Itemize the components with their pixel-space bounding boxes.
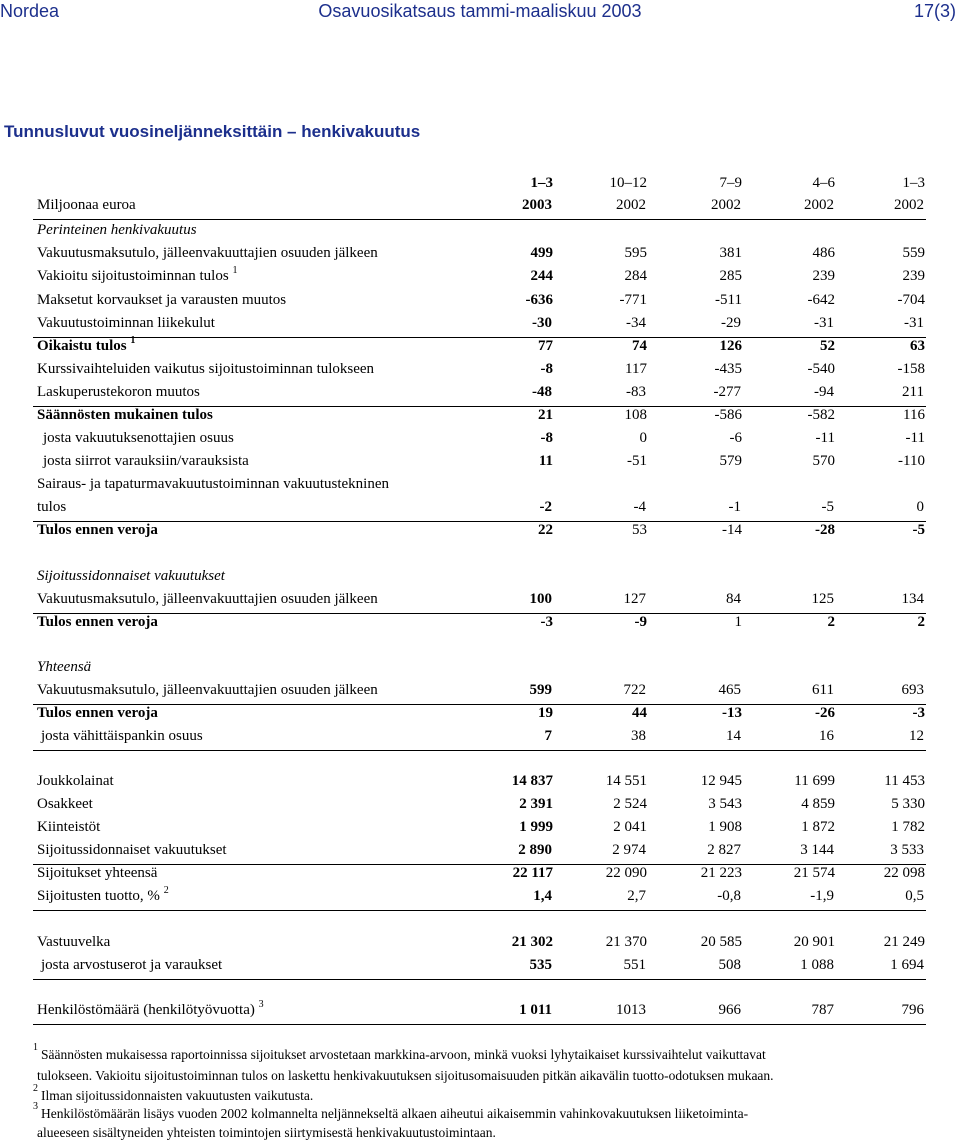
cell: -3 bbox=[540, 614, 553, 630]
cell: 211 bbox=[902, 384, 924, 400]
cell: 74 bbox=[632, 338, 647, 354]
cell: 966 bbox=[718, 1002, 741, 1018]
cell: 125 bbox=[811, 591, 834, 607]
footnote-ref: 2 bbox=[163, 885, 169, 896]
cell: 14 551 bbox=[605, 773, 647, 789]
header-company: Nordea bbox=[0, 1, 60, 21]
row-label: josta vakuutuksenottajien osuus bbox=[43, 430, 234, 446]
cell: 77 bbox=[538, 338, 553, 354]
cell: -704 bbox=[897, 292, 925, 308]
row-label: Vakuutustoiminnan liikekulut bbox=[37, 315, 215, 331]
cell: 787 bbox=[811, 1002, 834, 1018]
table-row bbox=[33, 499, 926, 522]
cell: 2 bbox=[917, 614, 925, 630]
cell: -511 bbox=[715, 292, 742, 308]
footnote-number: 2 bbox=[33, 1083, 38, 1094]
cell: 1 782 bbox=[891, 819, 925, 835]
row-label: Sijoitussidonnaiset vakuutukset bbox=[37, 842, 227, 858]
cell: -0,8 bbox=[717, 888, 741, 904]
footnote-number: 1 bbox=[33, 1042, 38, 1053]
row-label: Maksetut korvaukset ja varausten muutos bbox=[37, 292, 287, 308]
table-row bbox=[0, 335, 960, 360]
row-label bbox=[37, 335, 136, 355]
table-row bbox=[33, 885, 926, 911]
row-label-text: Oikaistu tulos bbox=[37, 338, 127, 354]
cell: 5 330 bbox=[891, 796, 925, 812]
cell: 53 bbox=[632, 522, 647, 538]
cell: 7 bbox=[544, 728, 552, 744]
table-row bbox=[0, 453, 960, 475]
cell: -29 bbox=[721, 315, 741, 331]
table-row-label-continued bbox=[0, 476, 960, 498]
row-label: Kiinteistöt bbox=[37, 819, 101, 835]
table-row bbox=[0, 773, 960, 795]
cell: -1,9 bbox=[810, 888, 834, 904]
table-title: Tunnusluvut vuosineljänneksittäin – henkivakuutus bbox=[4, 122, 421, 141]
cell: -14 bbox=[722, 522, 742, 538]
cell: 1 bbox=[734, 614, 742, 630]
row-label: Tulos ennen veroja bbox=[37, 614, 158, 630]
cell: 19 bbox=[538, 705, 553, 721]
section-label: Perinteinen henkivakuutus bbox=[37, 222, 197, 238]
cell: -6 bbox=[729, 430, 742, 446]
cell: -582 bbox=[807, 407, 835, 423]
section-heading bbox=[0, 568, 960, 590]
cell: 551 bbox=[623, 957, 646, 973]
cell: -34 bbox=[626, 315, 646, 331]
footnote-text: tulokseen. Vakioitu sijoitustoiminnan tulos on laskettu henkivakuutuksen sijoitusomaisuuden pitkän aikavälin tuotto-odotuksen mukaan. bbox=[37, 1068, 774, 1083]
row-label: Säännösten mukainen tulos bbox=[37, 407, 213, 423]
cell: 52 bbox=[820, 338, 835, 354]
cell: 1 011 bbox=[519, 1002, 552, 1018]
section-label: Yhteensä bbox=[37, 659, 92, 675]
section-heading bbox=[0, 222, 960, 244]
col-header-period: 10–12 bbox=[609, 175, 647, 191]
cell: 20 585 bbox=[700, 934, 742, 950]
row-label bbox=[37, 265, 238, 285]
row-label: Vakuutusmaksutulo, jälleenvakuuttajien osuuden jälkeen bbox=[37, 591, 378, 607]
table-row bbox=[0, 865, 960, 887]
footnote-ref: 1 bbox=[232, 265, 238, 276]
cell: 84 bbox=[726, 591, 741, 607]
cell: -4 bbox=[633, 499, 646, 515]
row-label: Vastuuvelka bbox=[37, 934, 111, 950]
cell: 22 098 bbox=[883, 865, 925, 881]
table-row bbox=[33, 315, 926, 338]
cell: 22 090 bbox=[605, 865, 647, 881]
cell: -51 bbox=[627, 453, 647, 469]
cell: 116 bbox=[903, 407, 925, 423]
cell: 21 302 bbox=[511, 934, 553, 950]
cell: 0,5 bbox=[905, 888, 924, 904]
cell: 239 bbox=[812, 268, 835, 284]
cell: 11 699 bbox=[794, 773, 835, 789]
col-header-year: 2003 bbox=[522, 197, 552, 213]
row-label: Kurssivaihteluiden vaikutus sijoitustoiminnan tulokseen bbox=[37, 361, 375, 377]
table-row bbox=[33, 842, 926, 865]
cell: 611 bbox=[812, 682, 834, 698]
cell: -110 bbox=[898, 453, 925, 469]
cell: 38 bbox=[631, 728, 646, 744]
row-label-text: Sijoitusten tuotto, % bbox=[37, 888, 160, 904]
cell: 100 bbox=[529, 591, 552, 607]
col-header-period: 1–3 bbox=[530, 175, 553, 191]
table-row bbox=[33, 682, 926, 705]
table-row bbox=[0, 522, 960, 544]
row-label: josta arvostuserot ja varaukset bbox=[41, 957, 223, 973]
cell: -5 bbox=[912, 522, 925, 538]
cell: 14 837 bbox=[511, 773, 553, 789]
cell: 465 bbox=[718, 682, 741, 698]
table-row bbox=[0, 796, 960, 818]
cell: -94 bbox=[814, 384, 834, 400]
cell: 1,4 bbox=[533, 888, 552, 904]
cell: -636 bbox=[525, 292, 553, 308]
cell: 12 bbox=[909, 728, 924, 744]
cell: 2 974 bbox=[612, 842, 646, 858]
cell: -31 bbox=[904, 315, 924, 331]
col-header-period: 1–3 bbox=[902, 175, 925, 191]
cell: -13 bbox=[722, 705, 742, 721]
cell: 108 bbox=[624, 407, 647, 423]
cell: -277 bbox=[713, 384, 741, 400]
table-row bbox=[33, 999, 926, 1025]
cell: 126 bbox=[719, 338, 742, 354]
cell: 239 bbox=[902, 268, 925, 284]
cell: 559 bbox=[902, 245, 925, 261]
cell: 796 bbox=[901, 1002, 924, 1018]
cell: 285 bbox=[719, 268, 742, 284]
col-header-year: 2002 bbox=[616, 197, 646, 213]
cell: 599 bbox=[529, 682, 552, 698]
row-label: Sijoitukset yhteensä bbox=[37, 865, 158, 881]
cell: 21 223 bbox=[700, 865, 742, 881]
table-row bbox=[0, 430, 960, 452]
cell: -158 bbox=[897, 361, 925, 377]
cell: -8 bbox=[540, 361, 553, 377]
cell: -2 bbox=[539, 499, 552, 515]
cell: 3 144 bbox=[800, 842, 834, 858]
row-label: Laskuperustekoron muutos bbox=[37, 384, 200, 400]
cell: 22 bbox=[538, 522, 553, 538]
cell: 284 bbox=[624, 268, 647, 284]
cell: 1 908 bbox=[708, 819, 742, 835]
cell: 508 bbox=[718, 957, 741, 973]
cell: 2 890 bbox=[518, 842, 552, 858]
cell: 44 bbox=[632, 705, 647, 721]
cell: -83 bbox=[626, 384, 646, 400]
row-label: josta siirrot varauksiin/varauksista bbox=[43, 453, 249, 469]
cell: 21 574 bbox=[793, 865, 835, 881]
cell: 0 bbox=[639, 430, 647, 446]
cell: -28 bbox=[815, 522, 835, 538]
cell: -48 bbox=[532, 384, 552, 400]
column-header-years bbox=[33, 197, 926, 220]
cell: 381 bbox=[719, 245, 742, 261]
cell: 0 bbox=[916, 499, 924, 515]
header-page-number: 17(3) bbox=[913, 1, 956, 21]
header-report-title: Osavuosikatsaus tammi-maaliskuu 2003 bbox=[318, 1, 642, 21]
footnote-ref: 3 bbox=[258, 999, 264, 1010]
cell: 570 bbox=[812, 453, 835, 469]
cell: 117 bbox=[625, 361, 647, 377]
table-row bbox=[0, 614, 960, 636]
table-row bbox=[33, 384, 926, 407]
row-label: Osakkeet bbox=[37, 796, 93, 812]
cell: 20 901 bbox=[793, 934, 835, 950]
table-row bbox=[33, 957, 926, 980]
row-label: Joukkolainat bbox=[37, 773, 114, 789]
col-header-period: 7–9 bbox=[719, 175, 742, 191]
footnote-text: Ilman sijoitussidonnaisten vakuutusten vaikutusta. bbox=[41, 1088, 314, 1103]
row-label bbox=[37, 999, 264, 1019]
footnote-number: 3 bbox=[33, 1101, 38, 1112]
cell: 12 945 bbox=[700, 773, 742, 789]
unit-label: Miljoonaa euroa bbox=[37, 197, 136, 213]
column-header-periods bbox=[0, 175, 960, 197]
cell: -1 bbox=[728, 499, 741, 515]
cell: 127 bbox=[623, 591, 646, 607]
cell: -5 bbox=[821, 499, 834, 515]
row-label: Sairaus- ja tapaturmavakuutustoiminnan vakuutustekninen bbox=[37, 476, 390, 492]
row-label: tulos bbox=[37, 499, 67, 515]
cell: 3 533 bbox=[890, 842, 924, 858]
cell: 3 543 bbox=[708, 796, 742, 812]
cell: 1013 bbox=[616, 1002, 646, 1018]
table-row bbox=[0, 361, 960, 383]
cell: 693 bbox=[901, 682, 924, 698]
row-label-text: Vakioitu sijoitustoiminnan tulos bbox=[37, 268, 229, 284]
cell: 2 041 bbox=[613, 819, 647, 835]
cell: 2 827 bbox=[707, 842, 741, 858]
cell: 16 bbox=[819, 728, 834, 744]
cell: 535 bbox=[529, 957, 552, 973]
cell: 22 117 bbox=[512, 865, 553, 881]
table-row bbox=[0, 407, 960, 429]
table-row bbox=[33, 728, 926, 751]
cell: 11 453 bbox=[884, 773, 925, 789]
page-header bbox=[0, 0, 960, 30]
cell: -586 bbox=[714, 407, 742, 423]
row-label: Tulos ennen veroja bbox=[37, 522, 158, 538]
cell: 1 088 bbox=[800, 957, 834, 973]
cell: -642 bbox=[807, 292, 835, 308]
table-row bbox=[0, 934, 960, 956]
cell: 595 bbox=[624, 245, 647, 261]
cell: 2 bbox=[827, 614, 835, 630]
cell: 21 bbox=[538, 407, 553, 423]
row-label: Tulos ennen veroja bbox=[37, 705, 158, 721]
cell: 722 bbox=[623, 682, 646, 698]
footnote-ref: 1 bbox=[130, 335, 136, 346]
footnote-text: alueeseen sisältyneiden yhteisten toimintojen siirtymisestä henkivakuutustoimintaan. bbox=[37, 1125, 496, 1140]
table-row bbox=[0, 245, 960, 267]
cell: 244 bbox=[530, 268, 553, 284]
table-row bbox=[33, 591, 926, 614]
cell: 2 524 bbox=[613, 796, 647, 812]
cell: 2 391 bbox=[519, 796, 553, 812]
col-header-period: 4–6 bbox=[812, 175, 835, 191]
cell: 4 859 bbox=[801, 796, 835, 812]
cell: 1 694 bbox=[890, 957, 924, 973]
cell: -8 bbox=[540, 430, 553, 446]
cell: 2,7 bbox=[627, 888, 646, 904]
cell: 11 bbox=[538, 453, 553, 469]
section-heading bbox=[0, 659, 960, 681]
col-header-year: 2002 bbox=[804, 197, 834, 213]
cell: -11 bbox=[905, 430, 925, 446]
cell: 499 bbox=[530, 245, 553, 261]
footnote-text: Säännösten mukaisessa raportoinnissa sijoitukset arvostetaan markkina-arvoon, minkä vuoksi lyhytaikaiset kurssivaihtelut vaikuttavat bbox=[41, 1047, 766, 1062]
table-row bbox=[0, 705, 960, 727]
footnote-text: Henkilöstömäärän lisäys vuoden 2002 kolmannelta neljännekseltä alkaen aiheutui aikaisemmin vahinkovakuutuksen liiketoiminta- bbox=[41, 1106, 749, 1121]
cell: 21 249 bbox=[883, 934, 925, 950]
section-label: Sijoitussidonnaiset vakuutukset bbox=[37, 568, 225, 584]
row-label: josta vähittäispankin osuus bbox=[41, 728, 203, 744]
cell: -540 bbox=[807, 361, 835, 377]
cell: -9 bbox=[634, 614, 647, 630]
cell: -435 bbox=[714, 361, 742, 377]
cell: -31 bbox=[814, 315, 834, 331]
cell: -771 bbox=[619, 292, 647, 308]
cell: 1 999 bbox=[519, 819, 553, 835]
cell: 21 370 bbox=[605, 934, 647, 950]
row-label-text: Henkilöstömäärä (henkilötyövuotta) bbox=[37, 1002, 255, 1018]
table-row bbox=[0, 292, 960, 314]
cell: -26 bbox=[815, 705, 835, 721]
col-header-year: 2002 bbox=[711, 197, 741, 213]
table-row bbox=[0, 265, 960, 290]
cell: -30 bbox=[532, 315, 552, 331]
col-header-year: 2002 bbox=[894, 197, 924, 213]
cell: 14 bbox=[726, 728, 741, 744]
row-label: Vakuutusmaksutulo, jälleenvakuuttajien osuuden jälkeen bbox=[37, 245, 378, 261]
cell: 63 bbox=[910, 338, 925, 354]
table-row bbox=[0, 819, 960, 841]
cell: 486 bbox=[812, 245, 835, 261]
cell: -11 bbox=[815, 430, 835, 446]
cell: 134 bbox=[901, 591, 924, 607]
cell: -3 bbox=[912, 705, 925, 721]
row-label bbox=[37, 885, 169, 905]
row-label: Vakuutusmaksutulo, jälleenvakuuttajien osuuden jälkeen bbox=[37, 682, 378, 698]
cell: 1 872 bbox=[801, 819, 835, 835]
cell: 579 bbox=[719, 453, 742, 469]
